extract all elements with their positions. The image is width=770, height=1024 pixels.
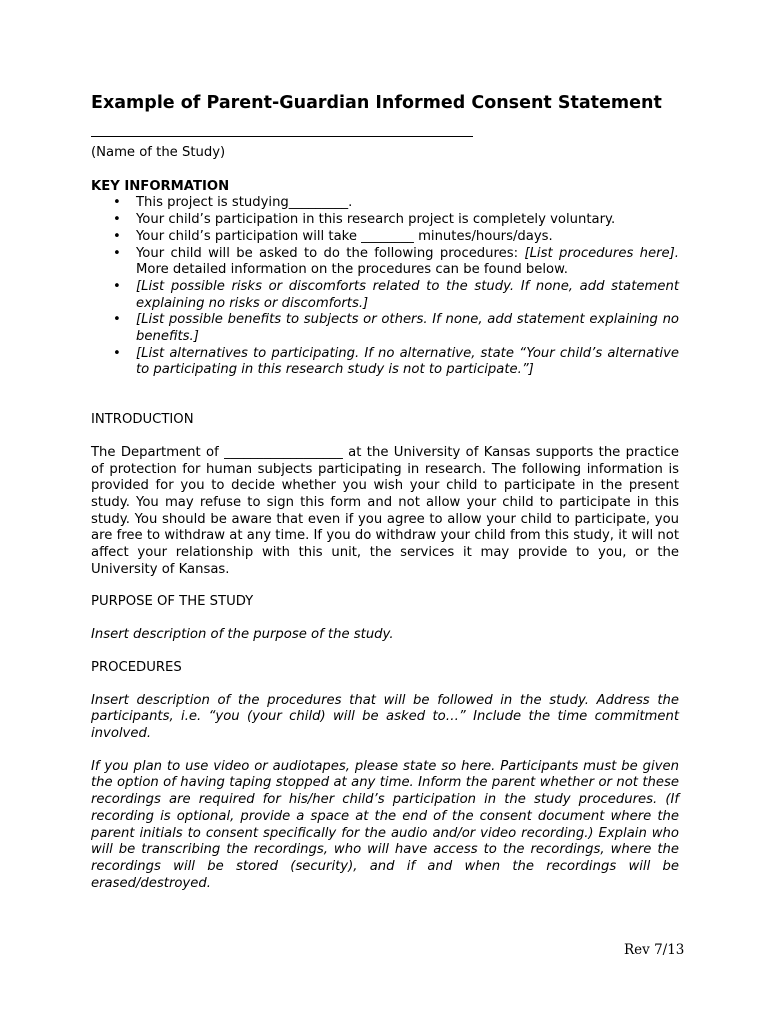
list-item-placeholder-text: [List possible risks or discomforts related to the study. If none, add statement explaining no risks or discomforts.] bbox=[136, 278, 679, 311]
list-item bbox=[91, 229, 679, 246]
list-item-placeholder-text: [List procedures here]. bbox=[524, 245, 679, 261]
list-item-text: Your child will be asked to do the following procedures: bbox=[136, 245, 525, 261]
list-item bbox=[91, 212, 679, 229]
list-item-text: This project is studying_________. bbox=[136, 195, 353, 211]
list-item bbox=[91, 246, 679, 279]
bullet-icon: • bbox=[113, 278, 121, 294]
list-item-placeholder-text: [List alternatives to participating. If no alternative, state “Your child’s alternative to participating in this research study is not to participate.”] bbox=[136, 345, 679, 378]
procedures-paragraph: Insert description of the procedures that will be followed in the study. Address the participants, i.e. “you (your child) will be asked to…” Include the time commitment involved. bbox=[91, 692, 679, 741]
bullet-icon: • bbox=[113, 245, 121, 261]
purpose-heading: PURPOSE OF THE STUDY bbox=[91, 594, 254, 610]
list-item bbox=[91, 279, 679, 312]
list-item bbox=[91, 195, 679, 212]
bullet-icon: • bbox=[113, 312, 121, 328]
bullet-icon: • bbox=[113, 212, 121, 228]
recording-paragraph: If you plan to use video or audiotapes, please state so here. Participants must be given the option of having taping stopped at any time. Inform the parent whether or not these recordings are required for his/her child’s participation in the study procedures. (If recording is optional, provide a space at the end of the consent document where the parent initials to consent specifically for the audio and/or video recording.) Explain who will be transcribing the recordings, who will have access to the recordings, where the recordings will be stored (security), and if and when the recordings will be erased/destroyed. bbox=[91, 758, 679, 891]
introduction-heading: INTRODUCTION bbox=[91, 412, 194, 428]
key-information-list bbox=[91, 195, 679, 379]
procedures-heading: PROCEDURES bbox=[91, 659, 182, 675]
study-name-blank-line bbox=[91, 136, 473, 137]
revision-label: Rev 7/13 bbox=[624, 942, 685, 958]
study-name-label: (Name of the Study) bbox=[91, 145, 226, 160]
document-title: Example of Parent-Guardian Informed Consent Statement bbox=[91, 93, 662, 113]
bullet-icon: • bbox=[113, 228, 121, 244]
list-item bbox=[91, 346, 679, 379]
list-item-text: Your child’s participation in this research project is completely voluntary. bbox=[136, 212, 616, 228]
key-information-heading: KEY INFORMATION bbox=[91, 178, 230, 194]
list-item-placeholder-text: [List possible benefits to subjects or others. If none, add statement explaining no benefits.] bbox=[136, 312, 679, 345]
introduction-paragraph: The Department of __________________ at the University of Kansas supports the practice of protection for human subjects participating in research. The following information is provided for you to decide whether you wish your child to participate in the present study. You may refuse to sign this form and not allow your child to participate in this study. You should be aware that even if you agree to allow your child to participate, you are free to withdraw at any time. If you do withdraw your child from this study, it will not affect your relationship with this unit, the services it may provide to you, or the University of Kansas. bbox=[91, 444, 679, 577]
purpose-paragraph: Insert description of the purpose of the study. bbox=[91, 627, 394, 643]
bullet-icon: • bbox=[113, 195, 121, 211]
document-page bbox=[91, 91, 679, 892]
list-item-text: More detailed information on the procedures can be found below. bbox=[136, 262, 568, 278]
list-item-text: Your child’s participation will take ________ minutes/hours/days. bbox=[136, 228, 553, 244]
list-item bbox=[91, 312, 679, 345]
bullet-icon: • bbox=[113, 345, 121, 361]
